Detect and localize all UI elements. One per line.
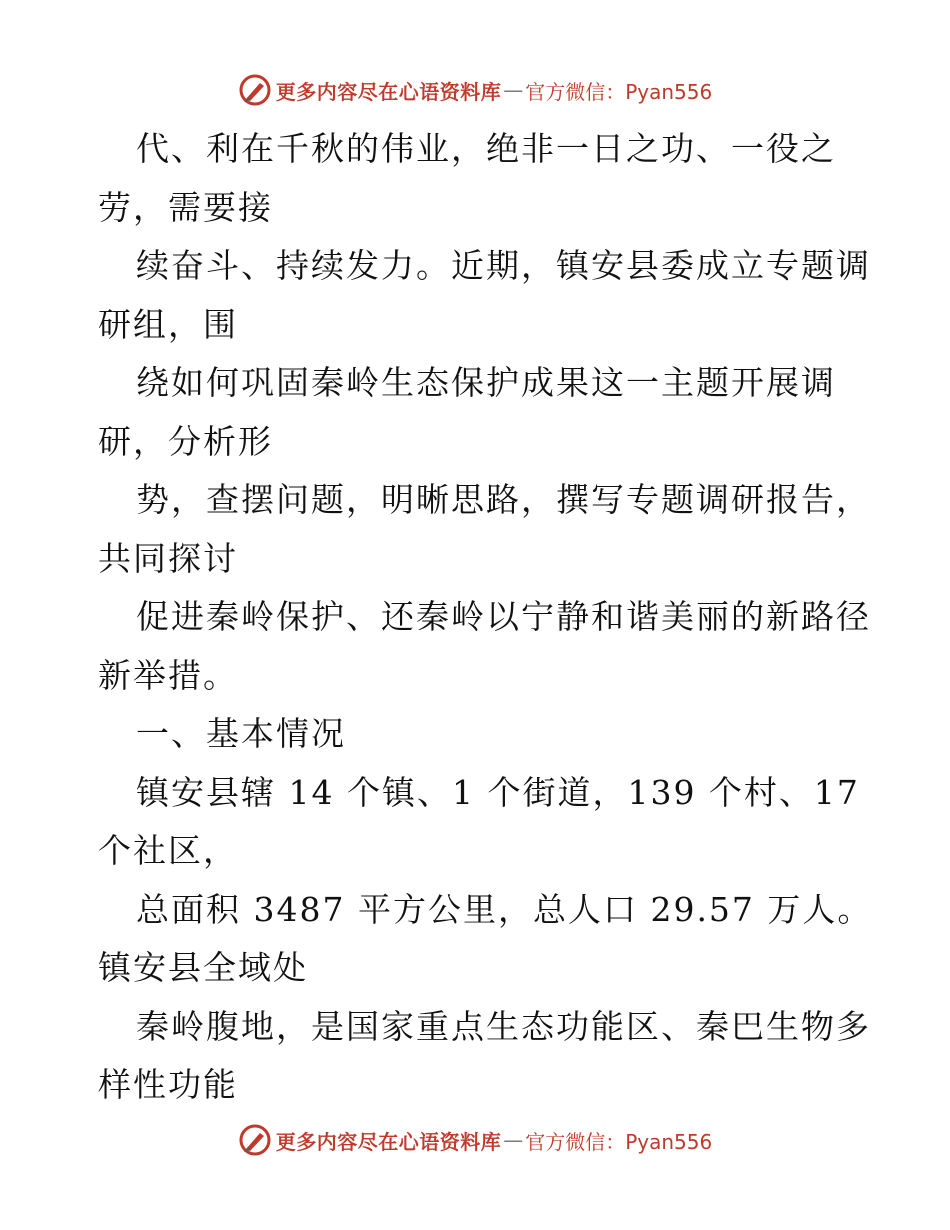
- text-line: 镇安县辖 14 个镇、1 个街道，139 个村、17: [136, 772, 860, 812]
- document-body: [98, 120, 873, 1115]
- text-line: 续奋斗、持续发力。近期，镇安县委成立专题调: [136, 246, 871, 285]
- text-line: 镇安县全域处: [98, 948, 308, 987]
- watermark-text: 更多内容尽在心语资料库: [275, 79, 502, 104]
- watermark-separator: —: [503, 78, 524, 102]
- text-line: 代、利在千秋的伟业，绝非一日之功、一役之: [136, 129, 836, 168]
- pen-logo-icon: [238, 1123, 272, 1157]
- watermark-separator: —: [503, 1128, 524, 1152]
- section-heading: 一、基本情况: [136, 714, 346, 753]
- text-line: 劳，需要接: [98, 187, 273, 227]
- text-line: 样性功能: [98, 1065, 238, 1104]
- text-line: 个社区，: [98, 831, 238, 870]
- text-line: 绕如何巩固秦岭生态保护成果这一主题开展调: [136, 363, 836, 402]
- watermark-wechat: 官方微信：Pyan556: [525, 79, 713, 104]
- text-line: 秦岭腹地，是国家重点生态功能区、秦巴生物多: [136, 1006, 871, 1046]
- text-line: 研，分析形: [98, 421, 273, 461]
- pen-logo-icon: [238, 73, 272, 107]
- watermark-text: 更多内容尽在心语资料库: [275, 1129, 502, 1154]
- text-line: 势，查摆问题，明晰思路，撰写专题调研报告，: [136, 480, 871, 519]
- text-line: 总面积 3487 平方公里，总人口 29.57 万人。: [136, 889, 873, 929]
- footer-watermark: [0, 1120, 950, 1160]
- text-line: 共同探讨: [98, 538, 238, 578]
- text-line: 新举措。: [98, 655, 238, 695]
- watermark-wechat: 官方微信：Pyan556: [525, 1129, 713, 1154]
- text-line: 研组，围: [98, 304, 238, 344]
- header-watermark: [0, 70, 950, 110]
- text-line: 促进秦岭保护、还秦岭以宁静和谐美丽的新路径: [136, 597, 871, 636]
